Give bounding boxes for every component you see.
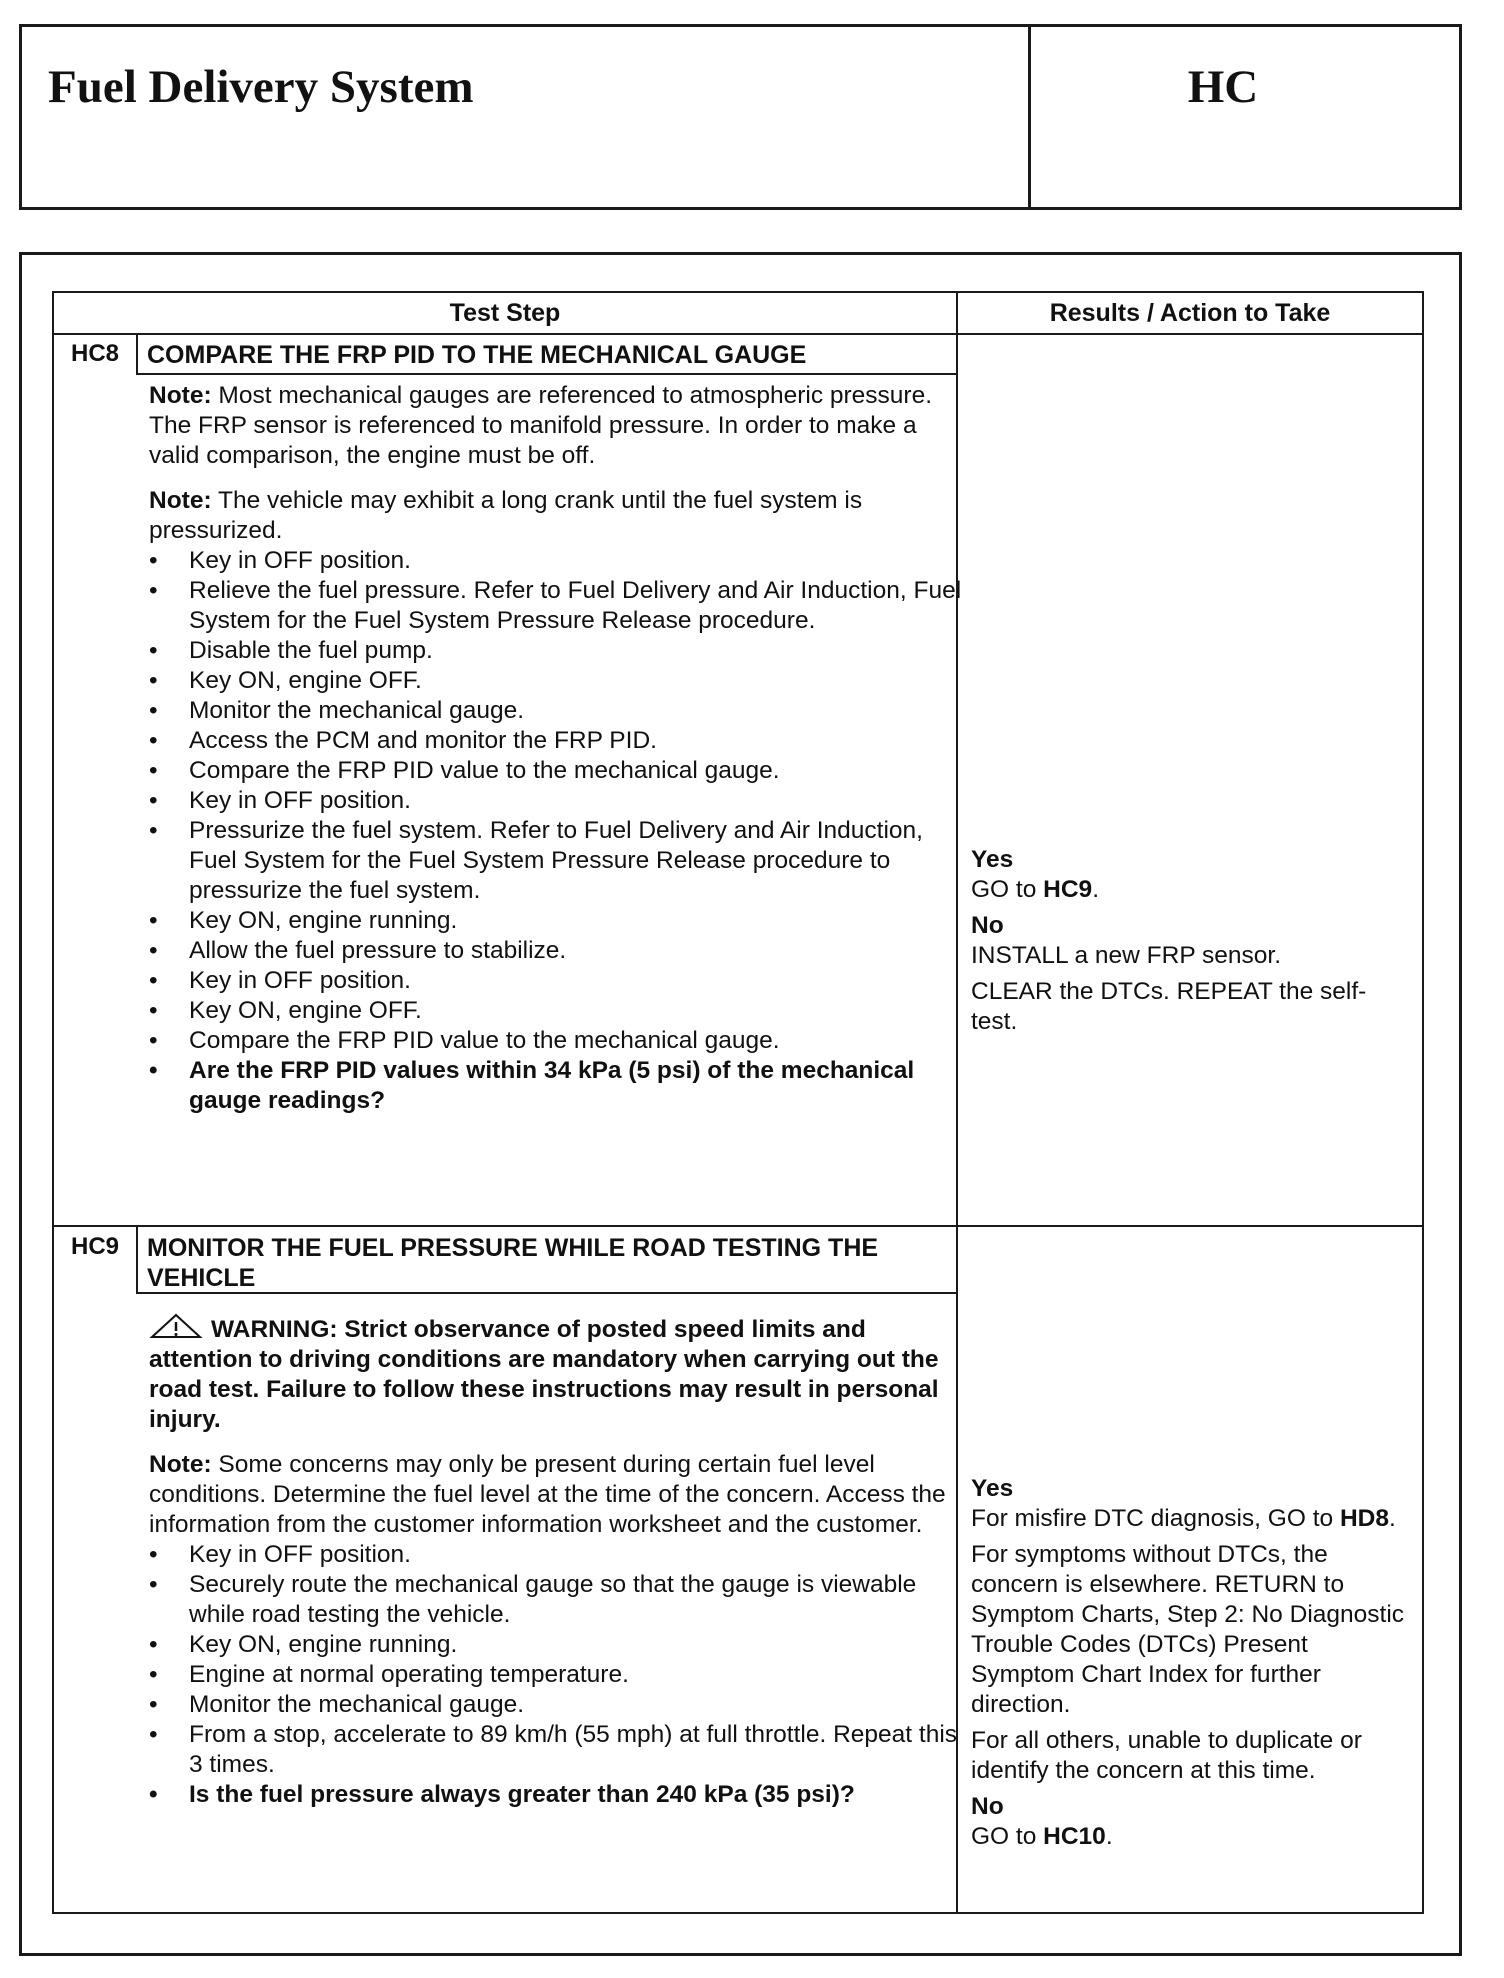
step-title-hc9: MONITOR THE FUEL PRESSURE WHILE ROAD TESTING THE VEHICLE xyxy=(147,1234,879,1292)
step-reference-hc9: HC9 xyxy=(1043,876,1093,903)
result-no-label: No xyxy=(971,1793,1004,1820)
result-yes-action xyxy=(971,1504,1416,1534)
result-no-action xyxy=(971,1822,1416,1852)
list-item: • Disable the fuel pump. xyxy=(149,636,969,666)
step-title-hc8: COMPARE THE FRP PID TO THE MECHANICAL GAUGE xyxy=(147,341,807,369)
result-text: . xyxy=(1092,876,1099,903)
note-paragraph xyxy=(149,381,969,471)
column-header-test-step: Test Step xyxy=(449,299,561,327)
page-title: Fuel Delivery System xyxy=(48,61,474,113)
hc8-title-divider xyxy=(136,373,956,375)
list-item: • Allow the fuel pressure to stabilize. xyxy=(149,936,969,966)
result-yes-action xyxy=(971,875,1416,905)
warning-paragraph xyxy=(149,1313,969,1435)
list-item: • Pressurize the fuel system. Refer to Fuel Delivery and Air Induction, Fuel System for the Fuel System Pressure Release procedure to pressurize the fuel system. xyxy=(149,816,969,906)
list-item: • Access the PCM and monitor the FRP PID. xyxy=(149,726,969,756)
hc8-row-divider xyxy=(54,1225,1422,1227)
list-item: • Securely route the mechanical gauge so that the gauge is viewable while road testing the vehicle. xyxy=(149,1570,969,1630)
header-box xyxy=(19,24,1462,210)
procedure-list-hc9 xyxy=(149,1540,969,1810)
step-reference-hc10: HC10 xyxy=(1043,1823,1106,1850)
list-item: • Key ON, engine OFF. xyxy=(149,666,969,696)
procedure-list-hc8 xyxy=(149,546,969,1116)
result-no-action: CLEAR the DTCs. REPEAT the self-test. xyxy=(971,978,1367,1035)
list-item: • From a stop, accelerate to 89 km/h (55 mph) at full throttle. Repeat this 3 times. xyxy=(149,1720,969,1780)
result-yes-action: For symptoms without DTCs, the concern is elsewhere. RETURN to Symptom Charts, Step 2: No Diagnostic Trouble Codes (DTCs) Present Symptom Chart Index for further direction. xyxy=(971,1541,1405,1718)
diagnostic-table xyxy=(52,291,1424,1914)
note-paragraph xyxy=(149,486,969,546)
result-yes-label: Yes xyxy=(971,1475,1014,1502)
header-divider xyxy=(1028,27,1031,207)
results-hc9 xyxy=(971,1474,1416,1858)
list-item: • Key ON, engine running. xyxy=(149,1630,969,1660)
warning-icon xyxy=(149,1313,203,1339)
result-no-action: INSTALL a new FRP sensor. xyxy=(971,942,1282,969)
note-text: Some concerns may only be present during certain fuel level conditions. Determine the fuel level at the time of the concern. Access the information from the customer information worksheet and the customer. xyxy=(149,1451,946,1538)
note-label: Note: xyxy=(149,382,212,409)
step-content-hc8 xyxy=(149,381,969,1116)
list-item: • Monitor the mechanical gauge. xyxy=(149,696,969,726)
list-item: • Key ON, engine OFF. xyxy=(149,996,969,1026)
list-item: • Compare the FRP PID value to the mechanical gauge. xyxy=(149,1026,969,1056)
result-text: For misfire DTC diagnosis, GO to xyxy=(971,1505,1340,1532)
header-row-divider xyxy=(54,333,1422,335)
note-text: Most mechanical gauges are referenced to atmospheric pressure. The FRP sensor is referenced to manifold pressure. In order to make a valid comparison, the engine must be off. xyxy=(149,382,933,469)
note-label: Note: xyxy=(149,1451,212,1478)
result-yes-action: For all others, unable to duplicate or identify the concern at this time. xyxy=(971,1727,1362,1784)
list-item: • Key ON, engine running. xyxy=(149,906,969,936)
result-text: . xyxy=(1105,1823,1113,1850)
note-paragraph xyxy=(149,1450,969,1540)
result-no-label: No xyxy=(971,912,1004,939)
list-item: • Relieve the fuel pressure. Refer to Fuel Delivery and Air Induction, Fuel System for the Fuel System Pressure Release procedure. xyxy=(149,576,969,636)
result-text: GO to xyxy=(971,876,1044,903)
step-id-hc8: HC8 xyxy=(70,340,119,367)
list-item: • Monitor the mechanical gauge. xyxy=(149,1690,969,1720)
list-item: • Engine at normal operating temperature. xyxy=(149,1660,969,1690)
result-yes-label: Yes xyxy=(971,846,1014,873)
section-code: HC xyxy=(1187,61,1259,113)
question-item: • Is the fuel pressure always greater than 240 kPa (35 psi)? xyxy=(149,1780,969,1810)
list-item: • Key in OFF position. xyxy=(149,546,969,576)
list-item: • Compare the FRP PID value to the mechanical gauge. xyxy=(149,756,969,786)
results-hc8 xyxy=(971,845,1416,1043)
step-reference-hd8: HD8 xyxy=(1339,1505,1389,1532)
note-text: The vehicle may exhibit a long crank until the fuel system is pressurized. xyxy=(149,487,863,544)
result-text: GO to xyxy=(971,1823,1044,1850)
list-item: • Key in OFF position. xyxy=(149,1540,969,1570)
step-content-hc9 xyxy=(149,1313,969,1810)
column-header-results: Results / Action to Take xyxy=(1049,299,1331,327)
hc8-id-divider xyxy=(136,333,138,374)
warning-text: WARNING: Strict observance of posted speed limits and attention to driving conditions are mandatory when carrying out the road test. Failure to follow these instructions may result in personal injury. xyxy=(149,1316,939,1433)
result-text: . xyxy=(1388,1505,1396,1532)
note-label: Note: xyxy=(149,487,212,514)
question-item: • Are the FRP PID values within 34 kPa (5 psi) of the mechanical gauge readings? xyxy=(149,1056,969,1116)
list-item: • Key in OFF position. xyxy=(149,966,969,996)
step-id-hc9: HC9 xyxy=(70,1233,119,1260)
hc9-id-divider xyxy=(136,1225,138,1293)
list-item: • Key in OFF position. xyxy=(149,786,969,816)
